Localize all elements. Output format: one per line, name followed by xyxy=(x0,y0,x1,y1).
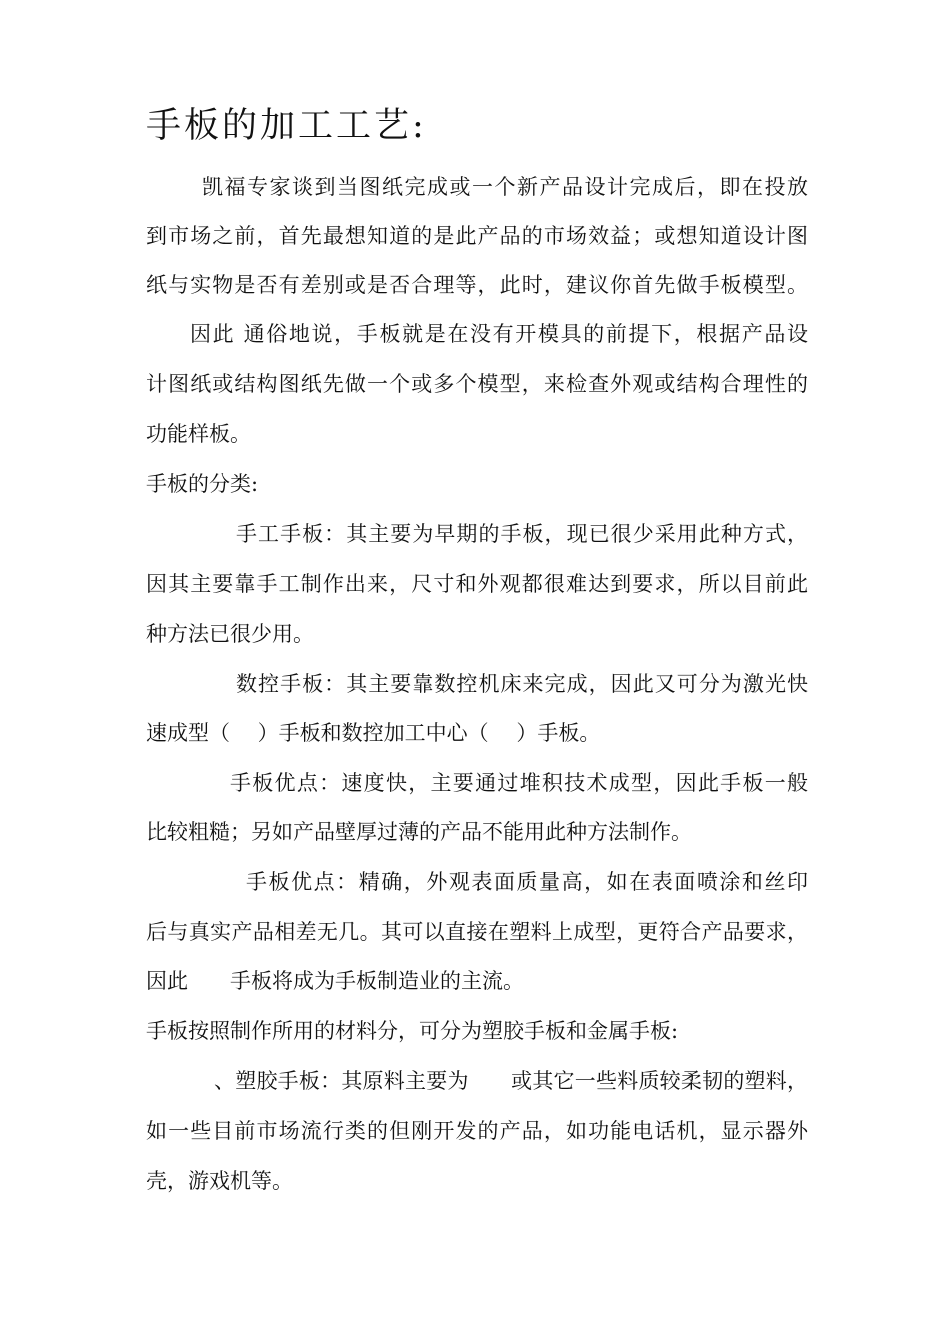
paragraph-line: 因此 通俗地说，手板就是在没有开模具的前提下，根据产品设 xyxy=(190,322,808,346)
section-heading: 手板按照制作所用的材料分，可分为塑胶手板和金属手板: xyxy=(146,1019,679,1043)
paragraph-line: 功能样板。 xyxy=(146,422,251,446)
paragraph-line: 速成型（ ）手板和数控加工中心（ ）手板。 xyxy=(146,721,601,745)
paragraph-line: 手板优点：速度快，主要通过堆积技术成型，因此手板一般 xyxy=(230,771,808,795)
paragraph-line: 比较粗糙；另如产品壁厚过薄的产品不能用此种方法制作。 xyxy=(146,820,692,844)
paragraph-line: 数控手板：其主要靠数控机床来完成，因此又可分为激光快 xyxy=(236,672,808,696)
page-title: 手板的加工工艺: xyxy=(146,106,427,146)
paragraph-line: 后与真实产品相差无几。其可以直接在塑料上成型，更符合产品要求， xyxy=(146,920,808,944)
paragraph-line: 种方法已很少用。 xyxy=(146,622,314,646)
paragraph-line: 到市场之前，首先最想知道的是此产品的市场效益；或想知道设计图 xyxy=(146,224,808,248)
paragraph-line: 因此 手板将成为手板制造业的主流。 xyxy=(146,969,524,993)
paragraph-line: 、塑胶手板：其原料主要为 或其它一些料质较柔韧的塑料， xyxy=(214,1069,808,1093)
paragraph-line: 手工手板：其主要为早期的手板，现已很少采用此种方式， xyxy=(236,522,808,546)
paragraph-line: 手板优点：精确，外观表面质量高，如在表面喷涂和丝印 xyxy=(246,870,808,894)
paragraph-line: 如一些目前市场流行类的但刚开发的产品，如功能电话机，显示器外 xyxy=(146,1119,808,1143)
paragraph-line: 壳，游戏机等。 xyxy=(146,1169,293,1193)
section-heading: 手板的分类: xyxy=(146,472,259,496)
paragraph-line: 因其主要靠手工制作出来，尺寸和外观都很难达到要求，所以目前此 xyxy=(146,572,808,596)
paragraph-line: 凯福专家谈到当图纸完成或一个新产品设计完成后，即在投放 xyxy=(202,175,808,199)
paragraph-line: 计图纸或结构图纸先做一个或多个模型，来检查外观或结构合理性的 xyxy=(146,372,808,396)
paragraph-line: 纸与实物是否有差别或是否合理等，此时，建议你首先做手板模型。 xyxy=(146,273,808,297)
